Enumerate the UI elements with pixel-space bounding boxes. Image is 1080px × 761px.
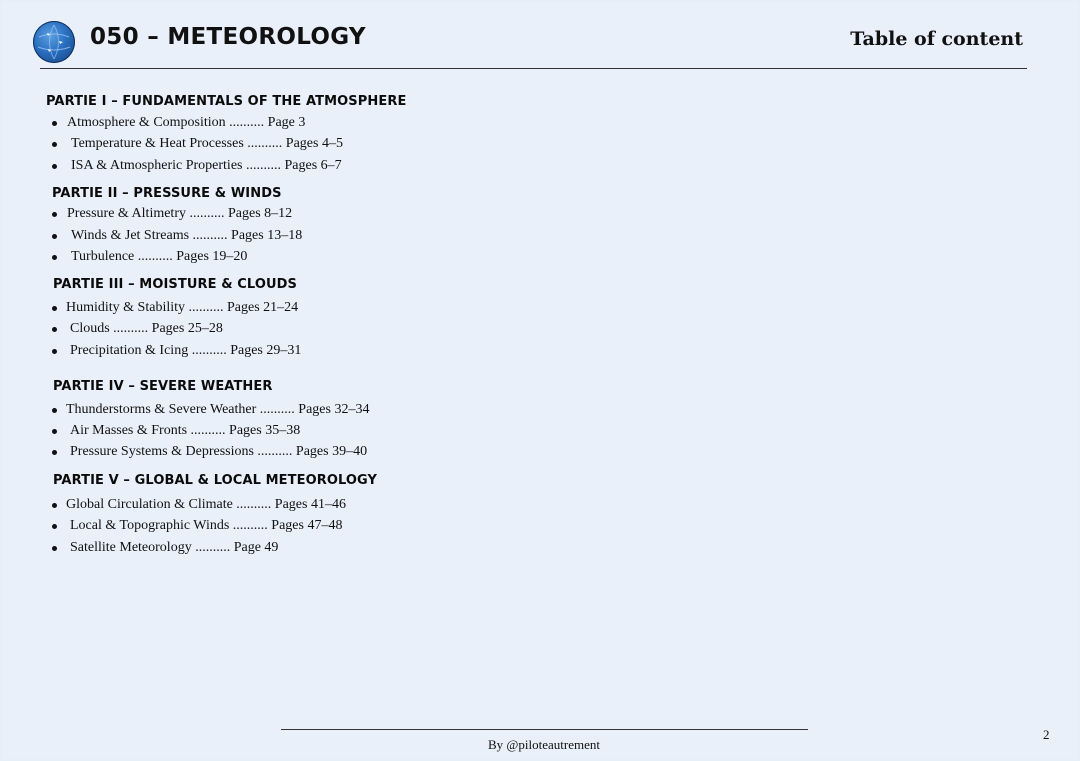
bullet bbox=[52, 255, 57, 260]
toc-entry[interactable]: Local & Topographic Winds .......... Pages 47–48 bbox=[70, 518, 343, 533]
toc-entry[interactable]: Thunderstorms & Severe Weather .......... Pages 32–34 bbox=[66, 402, 370, 417]
bullet bbox=[52, 349, 57, 354]
bullet bbox=[52, 524, 57, 529]
toc-entry[interactable]: Clouds .......... Pages 25–28 bbox=[70, 321, 223, 336]
bullet bbox=[52, 429, 57, 434]
bullet bbox=[52, 234, 57, 239]
page-number: 2 bbox=[1043, 727, 1050, 742]
toc-entry[interactable]: Turbulence .......... Pages 19–20 bbox=[71, 249, 248, 264]
section-heading: PARTIE II – PRESSURE & WINDS bbox=[52, 186, 282, 201]
toc-entry[interactable]: ISA & Atmospheric Properties .......... Pages 6–7 bbox=[71, 158, 342, 173]
bullet bbox=[52, 121, 57, 126]
bullet bbox=[52, 503, 57, 508]
bullet bbox=[52, 450, 57, 455]
section-heading: PARTIE V – GLOBAL & LOCAL METEOROLOGY bbox=[53, 473, 378, 488]
toc-entry[interactable]: Pressure Systems & Depressions .......... Pages 39–40 bbox=[70, 444, 368, 459]
bullet bbox=[52, 408, 57, 413]
toc-entry[interactable]: Temperature & Heat Processes .......... Pages 4–5 bbox=[71, 136, 343, 151]
bullet bbox=[52, 142, 57, 147]
bullet bbox=[52, 164, 57, 169]
section-heading: PARTIE I – FUNDAMENTALS OF THE ATMOSPHERE bbox=[46, 94, 407, 109]
toc-entry[interactable]: Atmosphere & Composition .......... Page 3 bbox=[67, 115, 306, 130]
document-title: 050 – METEOROLOGY bbox=[90, 24, 366, 50]
toc-entry[interactable]: Pressure & Altimetry .......... Pages 8–12 bbox=[67, 206, 293, 221]
section-heading: PARTIE III – MOISTURE & CLOUDS bbox=[53, 277, 298, 292]
header-divider bbox=[40, 68, 1027, 69]
bullet bbox=[52, 546, 57, 551]
toc-entry[interactable]: Winds & Jet Streams .......... Pages 13–18 bbox=[71, 228, 303, 243]
footer-credit: By @piloteautrement bbox=[488, 737, 600, 752]
section-heading: PARTIE IV – SEVERE WEATHER bbox=[53, 379, 273, 394]
globe-icon bbox=[33, 21, 75, 63]
toc-entry[interactable]: Satellite Meteorology .......... Page 49 bbox=[70, 540, 279, 555]
bullet bbox=[52, 212, 57, 217]
toc-entry[interactable]: Humidity & Stability .......... Pages 21–24 bbox=[66, 300, 299, 315]
table-of-content-heading: Table of content bbox=[850, 28, 1023, 50]
toc-entry[interactable]: Global Circulation & Climate .......... Pages 41–46 bbox=[66, 497, 346, 512]
bullet bbox=[52, 306, 57, 311]
footer-divider bbox=[281, 729, 808, 730]
toc-entry[interactable]: Precipitation & Icing .......... Pages 29–31 bbox=[70, 343, 302, 358]
toc-entry[interactable]: Air Masses & Fronts .......... Pages 35–38 bbox=[70, 423, 301, 438]
globe-graphic bbox=[33, 21, 75, 63]
bullet bbox=[52, 327, 57, 332]
